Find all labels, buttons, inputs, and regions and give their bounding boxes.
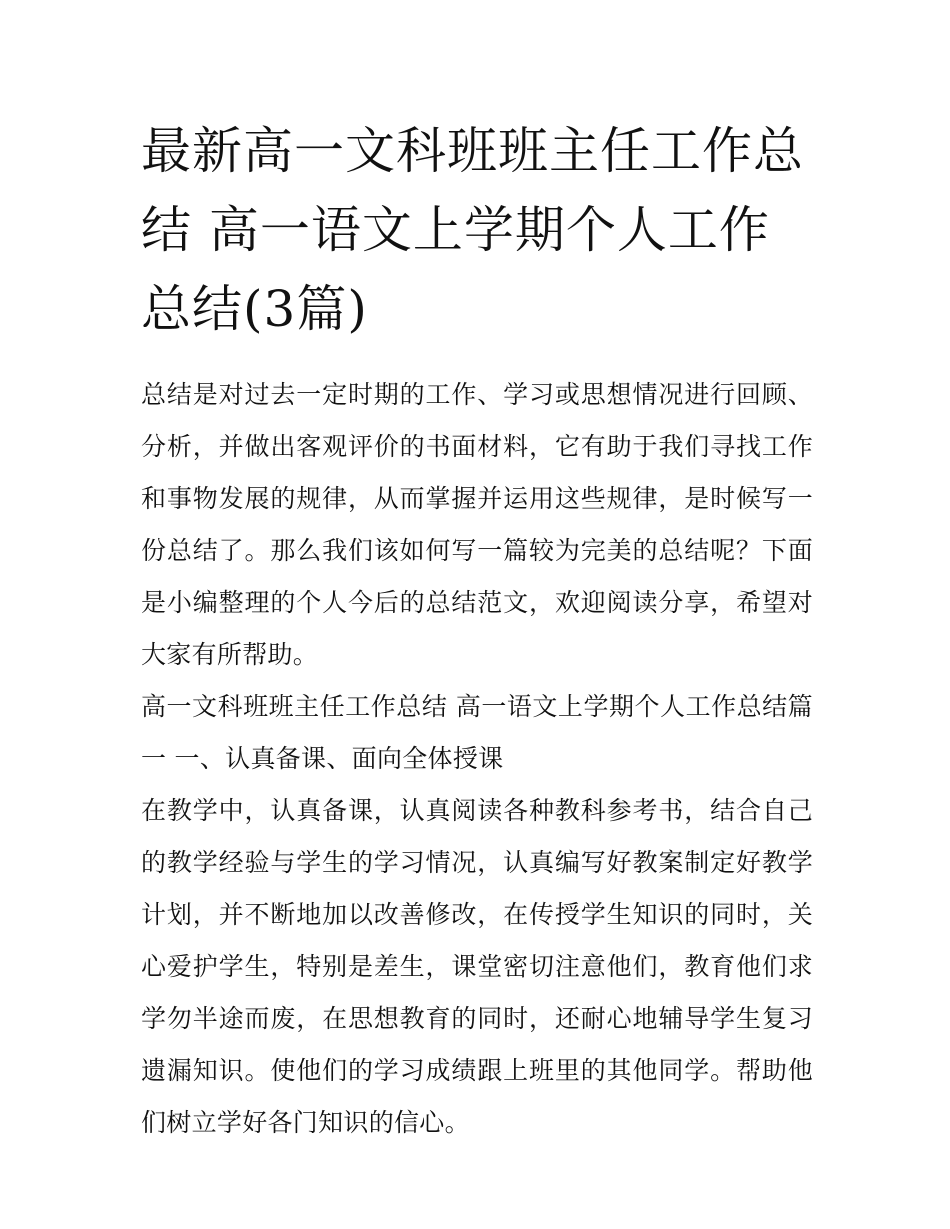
intro-paragraph: 总结是对过去一定时期的工作、学习或思想情况进行回顾、分析，并做出客观评价的书面材料，它有助于我们寻找工作和事物发展的规律，从而掌握并运用这些规律，是时候写一份总结了。那么我们该如何写一篇较为完美的总结呢？下面是小编整理的个人今后的总结范文，欢迎阅读分享，希望对大家有所帮助。	[141, 380, 813, 669]
document-title: 最新高一文科班班主任工作总结 高一语文上学期个人工作总结(3篇)	[141, 122, 804, 338]
section-heading: 高一文科班班主任工作总结 高一语文上学期个人工作总结篇一 一、认真备课、面向全体授课	[141, 692, 813, 773]
document-page	[141, 112, 813, 1149]
body-paragraph: 在教学中，认真备课，认真阅读各种教科参考书，结合自己的教学经验与学生的学习情况，认真编写好教案制定好教学计划，并不断地加以改善修改，在传授学生知识的同时，关心爱护学生，特别是差生，课堂密切注意他们，教育他们求学勿半途而废，在思想教育的同时，还耐心地辅导学生复习遗漏知识。使他们的学习成绩跟上班里的其他同学。帮助他们树立学好各门知识的信心。	[141, 796, 813, 1137]
